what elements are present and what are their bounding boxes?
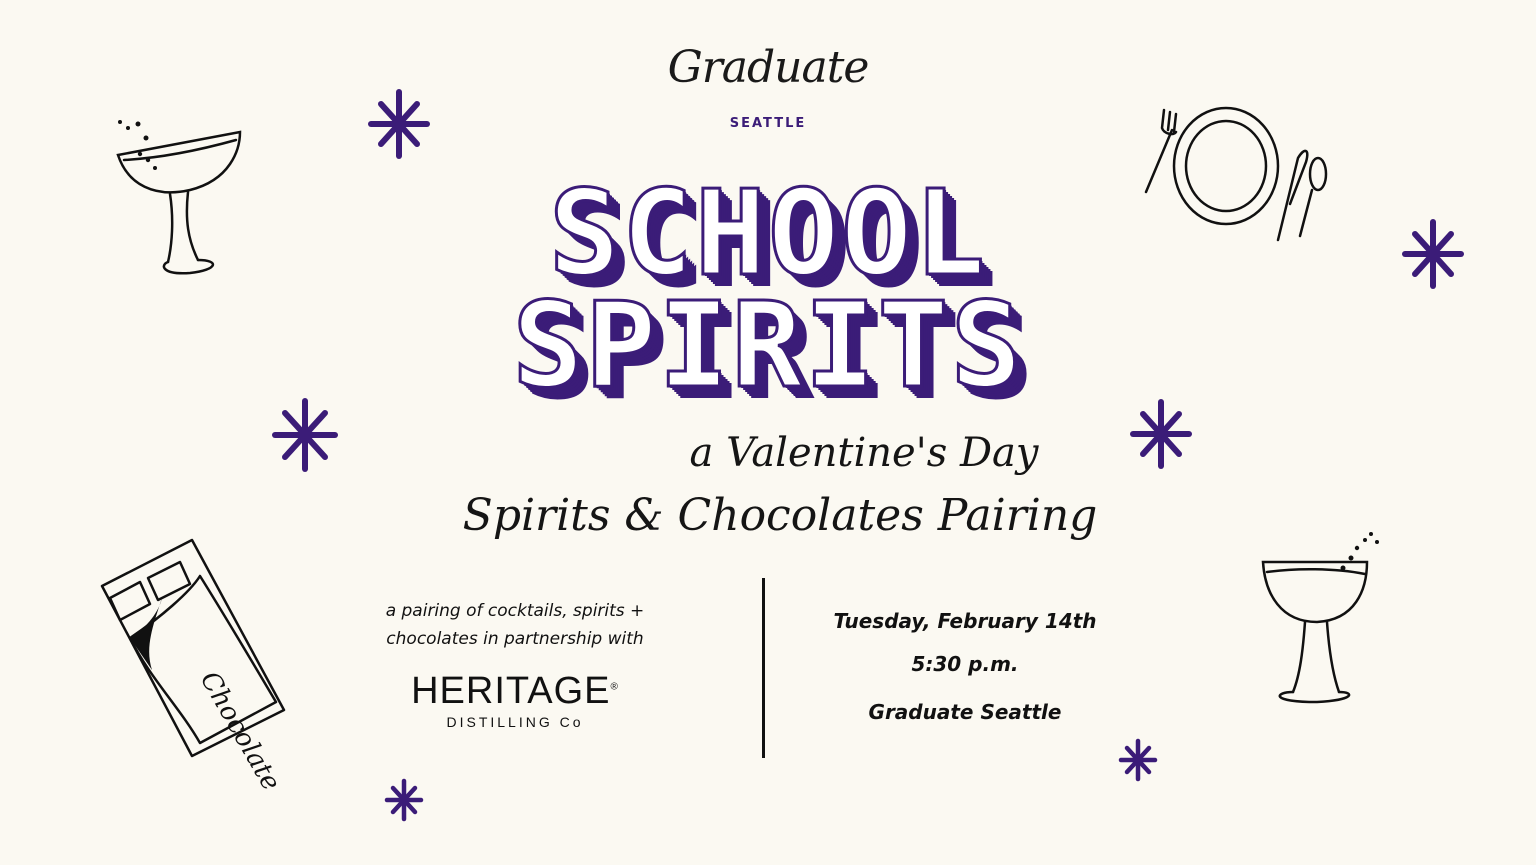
- chocolate-bar-icon: [100, 538, 290, 796]
- coupe-glass-icon: [1255, 530, 1415, 710]
- heritage-logo-name: HERITAGE: [411, 670, 611, 712]
- coupe-glass-icon: [100, 110, 260, 280]
- sparkle-star-icon: [1128, 398, 1194, 470]
- vertical-divider: [762, 578, 765, 758]
- sparkle-star-icon: [366, 88, 432, 160]
- graduate-logo-wordmark: Graduate: [667, 42, 869, 93]
- title-line-2: SPIRITS: [512, 276, 1024, 414]
- pairing-text-line-2: chocolates in partnership with: [386, 629, 644, 649]
- place-setting-icon: [1138, 100, 1338, 250]
- pairing-text-line-1: a pairing of cocktails, spirits +: [385, 601, 645, 621]
- chocolate-bar-label: Chocolate: [193, 666, 287, 796]
- sparkle-star-icon: [1400, 218, 1466, 290]
- subtitle-line-2: Spirits & Chocolates Pairing: [462, 490, 1098, 541]
- heritage-logo: [330, 670, 700, 713]
- subtitle-line-1: a Valentine's Day: [689, 430, 1039, 476]
- heritage-logo-sub: DISTILLING Co: [446, 714, 584, 730]
- event-time: 5:30 p.m.: [911, 652, 1019, 676]
- sparkle-star-icon: [270, 398, 340, 472]
- event-venue: Graduate Seattle: [868, 700, 1062, 724]
- title-line-1: SCHOOL: [548, 164, 988, 302]
- sparkle-star-icon: [1118, 738, 1158, 782]
- graduate-logo-city: SEATTLE: [729, 116, 807, 131]
- event-date: Tuesday, February 14th: [833, 609, 1097, 633]
- heritage-logo-registered: ®: [610, 681, 619, 693]
- sparkle-star-icon: [384, 778, 424, 822]
